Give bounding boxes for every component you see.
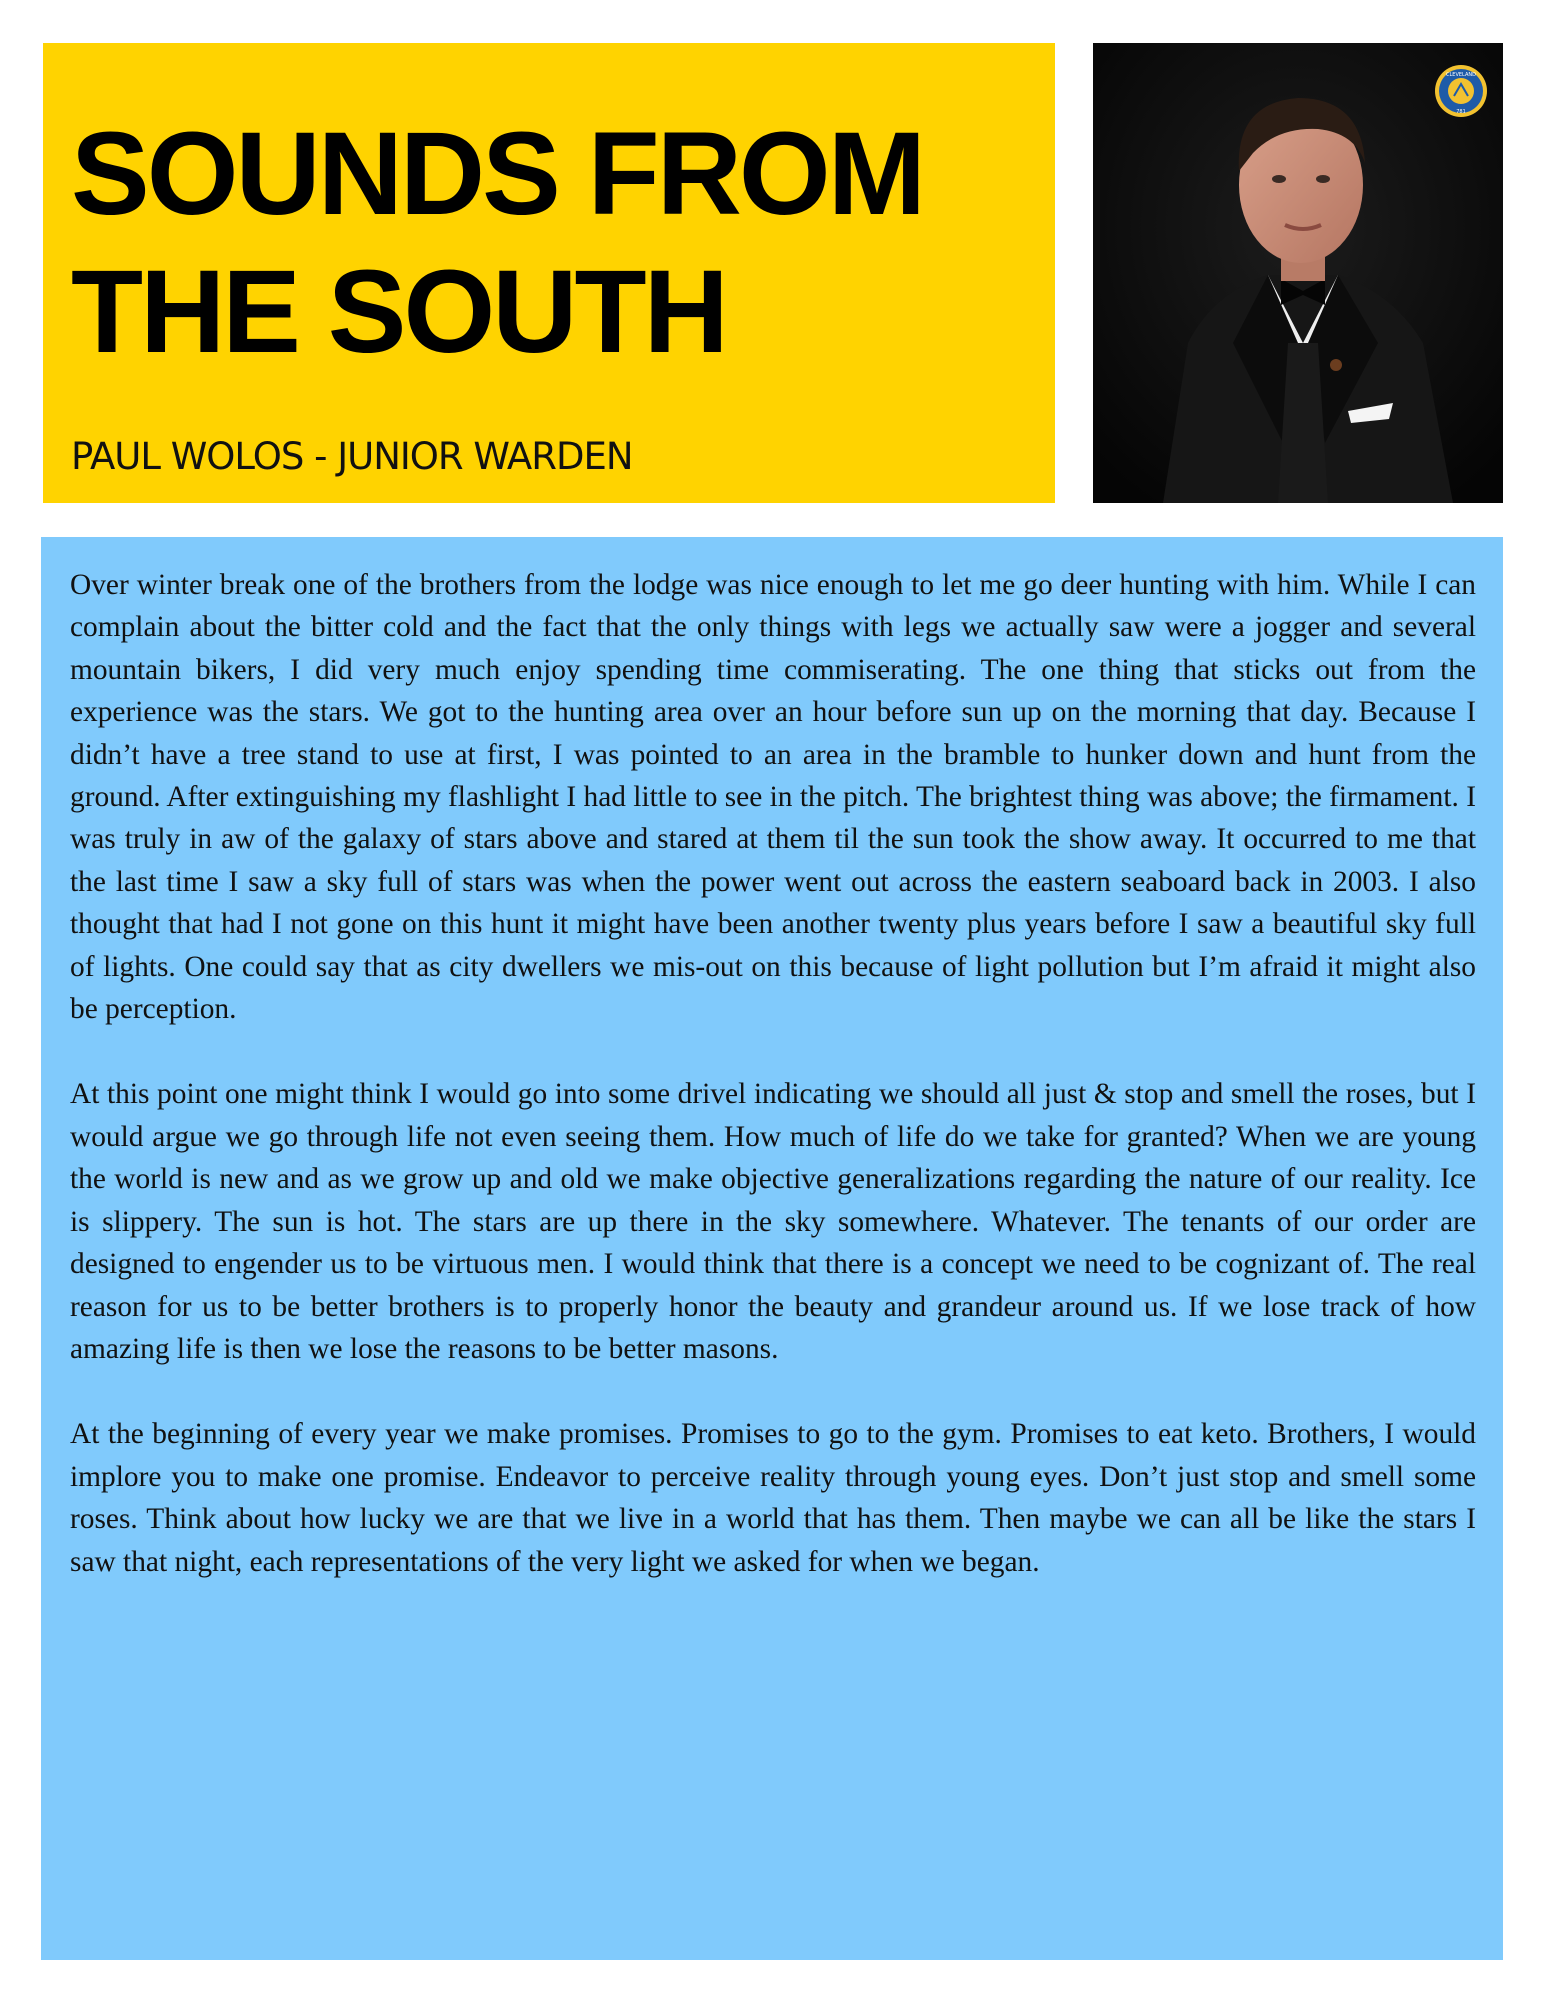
page-title: SOUNDS FROM THE SOUTH [71,108,923,378]
lodge-badge-icon [1435,65,1487,117]
article-paragraph: At this point one might think I would go into some drivel indicating we should all just & stop and smell the roses, but I would argue we go through life not even seeing them. How much of life do we take for granted? When we are young the world is new and as we grow up and old we make objective generalizations regarding the nature of our reality. Ice is slippery. The sun is hot. The stars are up there in the sky somewhere. Whatever. The tenants of our order are designed to engender us to be virtuous men. I would think that there is a concept we need to be cognizant of. The real reason for us to be better brothers is to properly honor the beauty and grandeur around us. If we lose track of how amazing life is then we lose the reasons to be better masons. [70,1078,1476,1365]
article-paragraph: Over winter break one of the brothers from the lodge was nice enough to let me go deer hunting with him. While I can complain about the bitter cold and the fact that the only things with legs we actually saw were a jogger and several mountain bikers, I did very much enjoy spending time commiserating. The one thing that sticks out from the experience was the stars. We got to the hunting area over an hour before sun up on the morning that day. Because I didn’t have a tree stand to use at first, I was pointed to an area in the bramble to hunker down and hunt from the ground. After extinguishing my flashlight I had little to see in the pitch. The brightest thing was above; the firmament. I was truly in aw of the galaxy of stars above and stared at them til the sun took the show away. It occurred to me that the last time I saw a sky full of stars was when the power went out across the eastern seaboard back in 2003. I also thought that had I not gone on this hunt it might have been another twenty plus years before I saw a beautiful sky full of lights. One could say that as city dwellers we mis-out on this because of light pollution but I’m afraid it might also be perception. [70,569,1476,1026]
badge-top-text: CLEVELAND [1446,72,1476,78]
badge-bottom-text: 781 [1456,109,1466,115]
article-body [41,537,1503,1960]
article-paragraph: At the beginning of every year we make promises. Promises to go to the gym. Promises to eat keto. Brothers, I would implore you to make one promise. Endeavor to perceive reality through young eyes. Don’t just stop and smell some roses. Think about how lucky we are that we live in a world that has them. Then maybe we can all be like the stars I saw that night, each representations of the very light we asked for when we began. [70,1418,1476,1578]
author-photo [1093,43,1503,503]
header-banner [43,43,1055,503]
author-byline: PAUL WOLOS - JUNIOR WARDEN [71,435,633,478]
